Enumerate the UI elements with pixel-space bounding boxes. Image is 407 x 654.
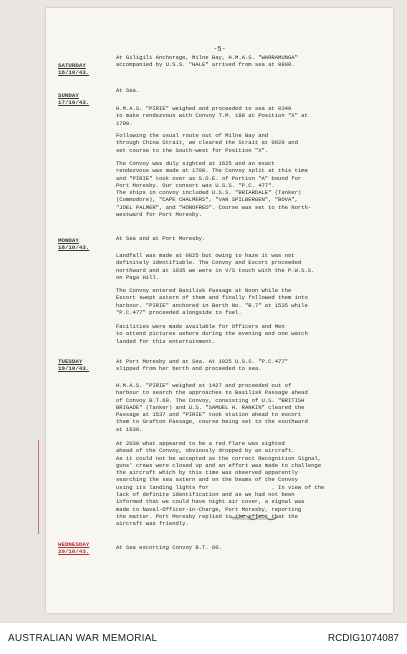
paragraph-8: The Convoy entered Basilisk Passage at Noon while the Escort swept astern of them and finally followed them into harbour. "PIRIE" anchored in Berth No. "B.7" at 1535 while "P.C.477" proceeded alongside to fuel.	[116, 287, 308, 316]
date-sunday: SUNDAY 17/10/43.	[58, 92, 90, 106]
date-tuesday: TUESDAY 19/10/43.	[58, 358, 90, 372]
paragraph-1: At Giligili Anchorage, Milne Bay, H.M.A.S. "WARRAMUNGA" accompanied by U.S.S. "HALE" arrived from sea at 0800.	[116, 54, 298, 69]
paragraph-4: Following the usual route out of Milne Bay and through China Strait, we cleared the Strait at 0620 and set course to the South-west for Position "X".	[116, 132, 298, 154]
paragraph-5: The Convoy was duly sighted at 1625 and an exact rendezvous was made at 1700. The Convoy split at this time and "PIRIE" took over as S.O.E. of Portion "A" bound for Port Moresby. Our consort was U.S.S. "P.C. 477". The ships in convoy included U.S.S. "BRIARDALE" (Tanker) (Commodore), "CAPE CHALMERS", "VAN SPILBERGEN", "BOVA", "JOEL PALMER", and "HONOFRED". Course was set to the North- westward for Port Moresby.	[116, 160, 312, 219]
paragraph-11: H.M.A.S. "PIRIE" weighed at 1427 and proceeded out of harbour to search the approaches to Basilisk Passage ahead of Convoy B.T.60. The Convoy, consisting of U.S. "BRITISH BRIGADE" (Tanker) and U.S. "SAMUEL H. RANKIN" cleared the Passage at 1537 and "PIRIE" took station ahead to escort them to Grafton Passage, course being set to the southward at 1630.	[116, 382, 308, 433]
footer-record-id: RCDIG1074087	[327, 633, 399, 644]
paragraph-10: At Port Moresby and at Sea. At 1025 U.S.S. "P.C.477" slipped from her berth and proceeded to sea.	[116, 358, 288, 373]
date-wednesday: WEDNESDAY 20/10/43.	[58, 541, 90, 555]
paragraph-13: At Sea escorting Convoy B.T. 60.	[116, 544, 222, 551]
paragraph-7: Landfall was made at 0825 but owing to haze it was not definitely identifiable. The Convoy and Escort proceeded northward and at 1035 we were in V/S touch with the P.W.S.S. on Paga Hill.	[116, 252, 315, 281]
paragraph-2: At Sea.	[116, 87, 140, 94]
paragraph-3: H.M.A.S. "PIRIE" weighed and proceeded to sea at 0340 to make rendezvous with Convoy T.M. 188 at Position "X" at 1700.	[116, 105, 308, 127]
date-saturday: SATURDAY 16/10/43.	[58, 62, 90, 76]
margin-pencil-mark	[38, 440, 39, 534]
page-number: -5-	[213, 46, 226, 54]
paragraph-6: At Sea and at Port Moresby.	[116, 235, 206, 242]
archive-footer	[0, 622, 407, 654]
document-page	[46, 8, 393, 613]
date-monday: MONDAY 18/10/43.	[58, 237, 90, 251]
paragraph-9: Facilities were made available for Officers and Men to attend pictures ashore during the evening and one watch landed for this entertainment.	[116, 323, 308, 345]
footer-institution: AUSTRALIAN WAR MEMORIAL	[8, 633, 158, 644]
paragraph-12: At 2030 what appeared to be a red flare was sighted ahead of the Convoy, obviously dropped by an aircraft. As it could not be accepted as the correct Recognition Signal, guns' crews were closed up and an effort was made to challenge the aircraft which by this time was observed apparently searching the sea astern and on the beams of the Convoy using its landing lights for . In view of the lack of definite identification and as we had not been informed that we could have night air cover, a signal was made to Naval-Officer-in-Charge, Port Moresby, reporting the matter. Port Moresby replied to the effect that the aircraft was friendly.	[116, 440, 325, 528]
handwritten-correction	[230, 514, 278, 521]
